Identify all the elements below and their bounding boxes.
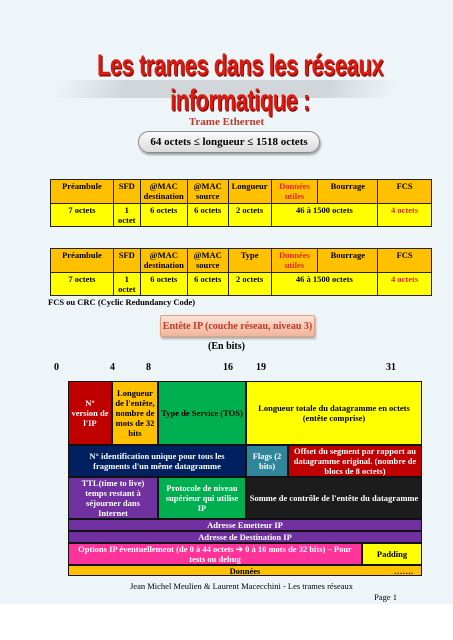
header-cell: Longueur [228,180,271,204]
header-cell: Préambule [51,180,114,204]
bits-unit-label: (En bits) [208,341,245,352]
value-cell: 46 à 1500 octets [271,273,378,296]
header-cell: Bourrage [318,180,378,204]
header-cell: Données utiles [271,249,318,273]
value-cell: 2 octets [228,204,271,227]
value-cell: 7 octets [51,204,114,227]
header-cell: Type [228,249,271,273]
data-label: Données [229,565,261,576]
ip-field-total-length: Longueur totale du datagramme en octets (entête comprise) [246,381,422,445]
value-cell: 4 octets [378,273,432,296]
header-cell: Préambule [51,249,114,273]
header-cell: Données utiles [271,180,318,204]
value-cell: 1 octet [113,273,140,296]
data-ellipsis: ……. [393,566,413,576]
ip-field-identification: N° identification unique pour tous les fragments d'un même datagramme [68,445,246,477]
ip-field-flags: Flags (2 bits) [246,445,288,477]
value-cell: 1 octet [113,204,140,227]
fcs-note: FCS ou CRC (Cyclic Redundancy Code) [48,297,196,307]
ip-field-tos: Type de Service (TOS) [158,381,246,445]
bit-position-label: 19 [256,362,266,373]
ip-field-data [68,565,422,576]
header-cell: FCS [378,249,432,273]
ethernet-table-2 [50,248,432,296]
ethernet-subtitle: Trame Ethernet [188,116,265,128]
header-cell: FCS [378,180,432,204]
frame-length-range: 64 octets ≤ longueur ≤ 1518 octets [138,131,320,153]
ip-field-header-length: Longueur de l'entête, nombre de mots de 32 bits [112,381,158,445]
ip-field-padding: Padding [362,543,422,565]
ip-field-fragment-offset: Offset du segment par rapport au datagramme original. (nombre de blocs de 8 octets) [288,445,422,477]
bit-position-label: 31 [386,362,396,373]
page-title: Les trames dans les réseaux informatique : [96,48,384,117]
bit-position-label: 16 [223,362,233,373]
value-cell: 6 octets [187,273,228,296]
value-cell: 46 à 1500 octets [271,204,378,227]
bit-position-label: 8 [146,362,151,373]
ip-field-source-address: Adresse Emetteur IP [68,519,422,531]
ip-field-ttl: TTL(time to live) temps restant à séjourner dans Internet [68,477,158,519]
ip-field-checksum: Somme de contrôle de l'entête du datagramme [246,477,422,519]
table-row [51,204,432,227]
value-cell: 6 octets [140,273,187,296]
ip-field-version: N° version de l'IP [68,381,112,445]
table-row [51,273,432,296]
value-cell: 6 octets [140,204,187,227]
header-cell: SFD [113,180,140,204]
bit-position-label: 0 [54,362,59,373]
header-cell: @MAC source [187,249,228,273]
ethernet-table-1 [50,179,432,227]
value-cell: 6 octets [187,204,228,227]
table-header-row [51,180,432,204]
ip-field-destination-address: Adresse de Destination IP [68,531,422,543]
ip-header-title: Entête IP (couche réseau, niveau 3) [160,315,315,337]
bit-position-label: 4 [110,362,115,373]
value-cell: 7 octets [51,273,114,296]
table-header-row [51,249,432,273]
header-cell: @MAC destination [140,249,187,273]
value-cell: 4 octets [378,204,432,227]
header-cell: Bourrage [318,249,378,273]
ip-field-protocol: Protocole de niveau supérieur qui utilise IP [158,477,246,519]
header-cell: SFD [113,249,140,273]
header-cell: @MAC destination [140,180,187,204]
value-cell: 2 octets [228,273,271,296]
page-number: Page 1 [374,592,397,602]
footer-authors: Jean Michel Meulien & Laurent Macecchini - Les trames réseaux [130,581,354,591]
header-cell: @MAC source [187,180,228,204]
ip-field-options: Options IP éventuellement (de 0 à 44 octets ➔ 0 à 10 mots de 32 bits) – Pour tests ou debug [68,543,362,565]
